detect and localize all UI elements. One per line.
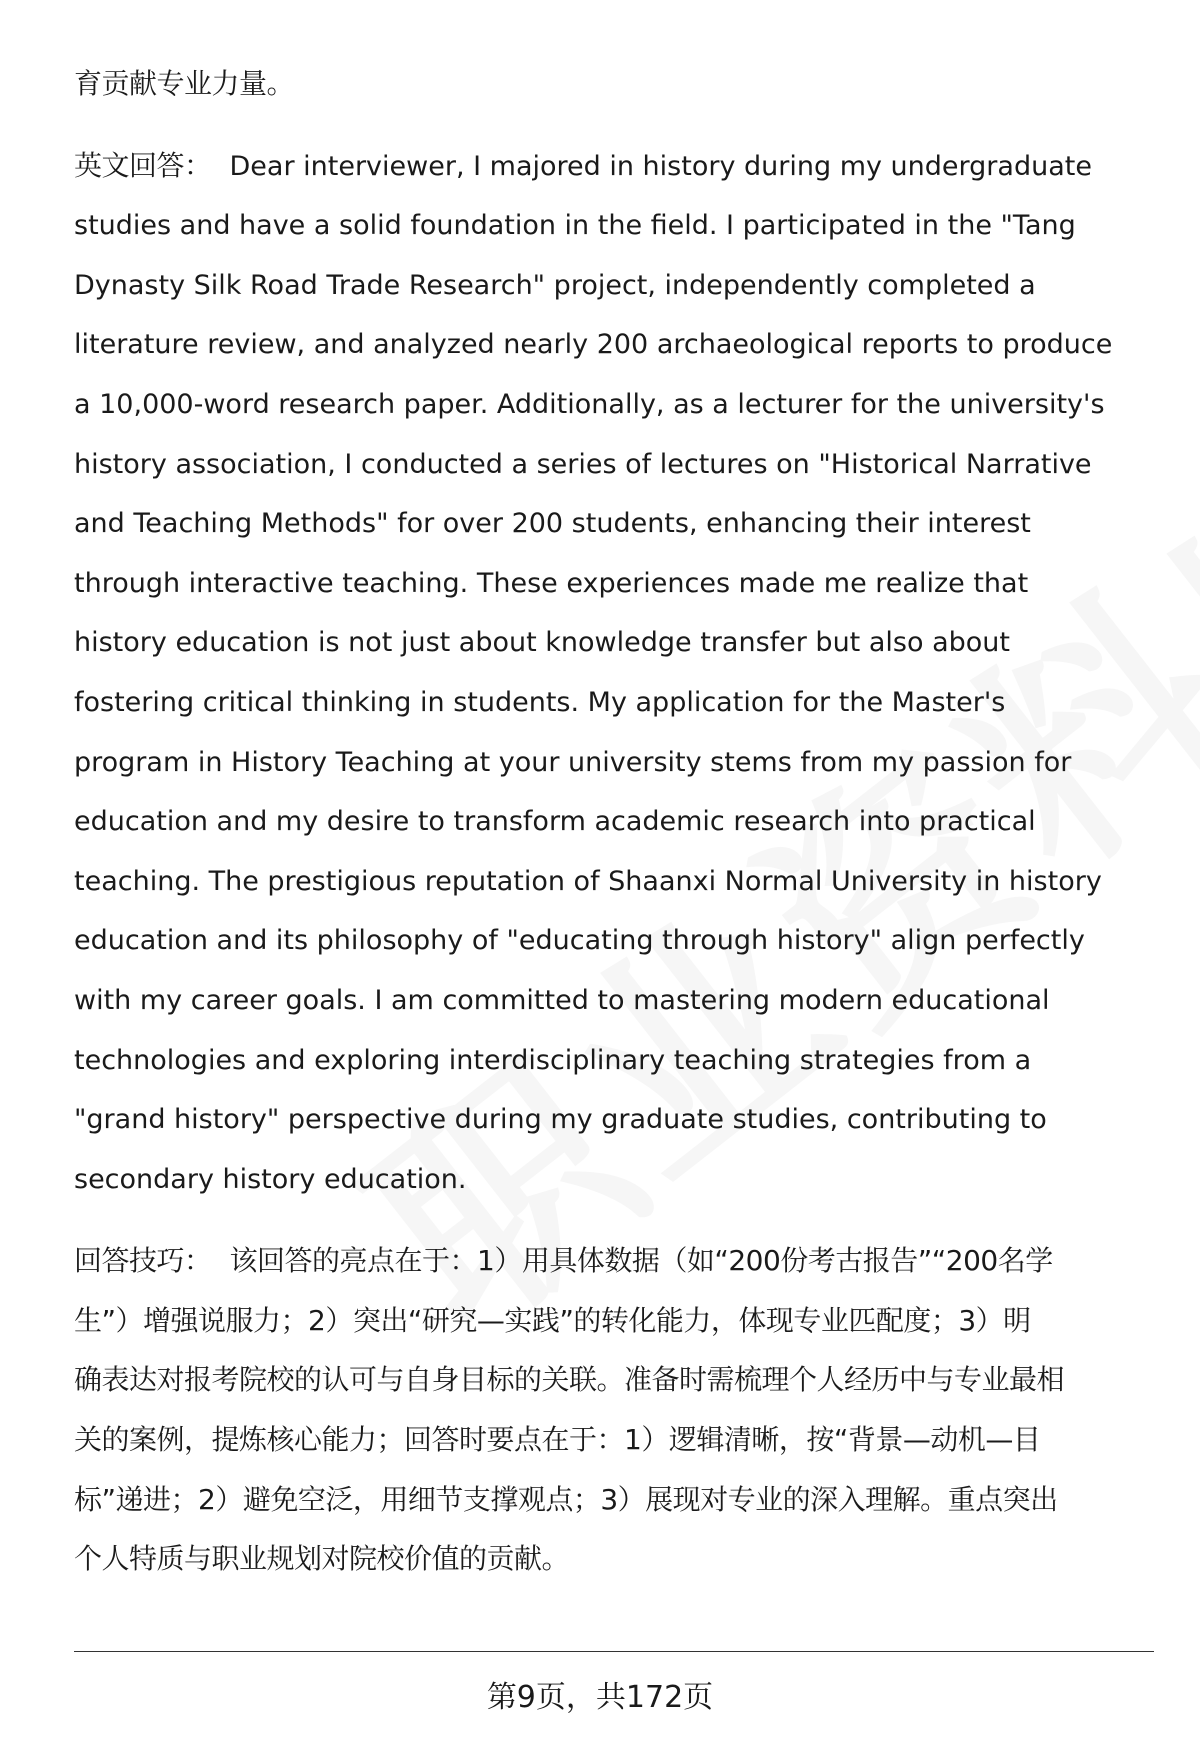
answer-line: through interactive teaching. These experiences made me realize that: [74, 567, 1029, 599]
english-answer-paragraph: [74, 136, 1154, 1210]
intro-paragraph: [74, 54, 1154, 114]
footer-divider: [74, 1651, 1154, 1652]
answer-line: "grand history" perspective during my graduate studies, contributing to: [74, 1104, 1047, 1136]
answer-line: with my career goals. I am committed to mastering modern educational: [74, 984, 1050, 1016]
answer-line: technologies and exploring interdisciplinary teaching strategies from a: [74, 1044, 1032, 1076]
tips-line: 关的案例，提炼核心能力；回答时要点在于：1）逻辑清晰，按“背景—动机—目: [74, 1423, 1041, 1457]
answer-line: program in History Teaching at your university stems from my passion for: [74, 746, 1072, 778]
tips-line: 生”）增强说服力；2）突出“研究—实践”的转化能力，体现专业匹配度；3）明: [74, 1303, 1031, 1337]
answer-line: a 10,000-word research paper. Additionally, as a lecturer for the university's: [74, 388, 1105, 420]
answer-label: 英文回答：: [74, 148, 212, 182]
answer-tips-paragraph: [74, 1231, 1154, 1589]
answer-line-text: Dear interviewer, I majored in history during my undergraduate: [229, 150, 1092, 182]
tips-line-text: 该回答的亮点在于：1）用具体数据（如“200份考古报告”“200名学: [229, 1244, 1053, 1278]
answer-line: teaching. The prestigious reputation of Shaanxi Normal University in history: [74, 865, 1102, 897]
tips-line: 个人特质与职业规划对院校价值的贡献。: [74, 1542, 570, 1576]
page-number: 第9页，共172页: [486, 1680, 714, 1715]
answer-line: fostering critical thinking in students. My application for the Master's: [74, 686, 1006, 718]
page-content: [74, 54, 1154, 1589]
tips-line: 标”递进；2）避免空泛，用细节支撑观点；3）展现对专业的深入理解。重点突出: [74, 1482, 1058, 1516]
tips-label: 回答技巧：: [74, 1244, 212, 1278]
answer-line: history association, I conducted a series of lectures on "Historical Narrative: [74, 448, 1092, 480]
answer-line: education and my desire to transform academic research into practical: [74, 806, 1036, 838]
tips-line: 确表达对报考院校的认可与自身目标的关联。准备时需梳理个人经历中与专业最相: [74, 1363, 1065, 1397]
answer-line: education and its philosophy of "educating through history" align perfectly: [74, 925, 1085, 957]
answer-line: literature review, and analyzed nearly 200 archaeological reports to produce: [74, 329, 1113, 361]
intro-line: 育贡献专业力量。: [74, 67, 295, 100]
answer-line: Dynasty Silk Road Trade Research" project, independently completed a: [74, 269, 1036, 301]
answer-line: and Teaching Methods" for over 200 students, enhancing their interest: [74, 508, 1031, 540]
tips-line: [74, 1231, 1154, 1291]
answer-line: studies and have a solid foundation in the field. I participated in the "Tang: [74, 210, 1076, 242]
answer-line: history education is not just about knowledge transfer but also about: [74, 627, 1010, 659]
answer-line: [74, 136, 1154, 197]
answer-line: secondary history education.: [74, 1163, 467, 1195]
